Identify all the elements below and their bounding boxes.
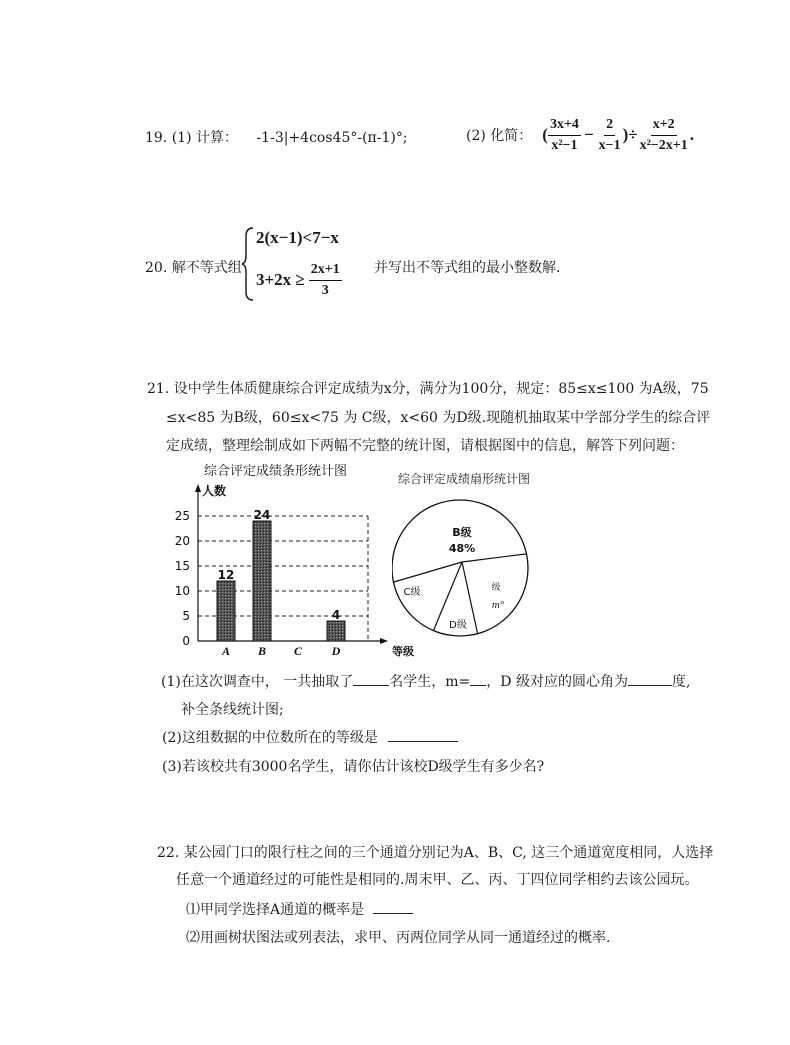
q21-sub1-line2: 补全条线统计图;	[181, 702, 284, 718]
bar-A	[217, 581, 235, 641]
q19-line	[145, 127, 408, 147]
x-tick-label-C: C	[293, 644, 303, 658]
y-tick-label-0: 0	[182, 634, 190, 648]
q22-line1: 22. 某公园门口的限行柱之间的三个通道分别记为A、B、C, 这三个通道宽度相同，人选择	[157, 845, 714, 861]
q21-sub1-a: (1)在这次调查中， 一共抽取了	[161, 674, 354, 690]
q22-line2: 任意一个通道经过的可能性是相同的.周末甲、乙、丙、丁四位同学相约去该公园玩。	[176, 872, 699, 888]
x-axis-label: 等级	[392, 645, 414, 658]
q19-fraction-3	[638, 116, 690, 155]
m-blank[interactable]	[470, 671, 486, 686]
data-label-A: 12	[217, 568, 235, 582]
q22-sub1-text: ⑴甲同学选择A通道的概率是	[186, 902, 365, 918]
probability-blank[interactable]	[373, 899, 413, 914]
y-tick-label-15: 15	[174, 559, 190, 573]
q20-denominator: 3	[321, 282, 329, 298]
q21-line1: 21. 设中学生体质健康综合评定成绩为x分，满分为100分，规定：85≤x≤100 为A级，75	[147, 381, 709, 397]
q19-part2-label: (2) 化简：	[466, 128, 533, 144]
q20-label: 解不等式组	[171, 260, 242, 276]
slice-label-B: B级	[452, 526, 472, 539]
q21-sub1-d: 度,	[671, 674, 691, 690]
x-tick-label-D: D	[331, 644, 341, 658]
y-tick-label-20: 20	[174, 534, 190, 548]
q21-sub1-b: 名学生，m=	[389, 674, 471, 690]
y-tick-label-10: 10	[174, 584, 190, 598]
q20-ineq2-left: 3+2x ≥	[256, 270, 305, 289]
pie-chart-title: 综合评定成绩扇形统计图	[398, 472, 531, 486]
q21-sub1	[161, 671, 690, 691]
q20-numerator: 2x+1	[309, 261, 342, 281]
q21-sub2	[162, 727, 458, 747]
slice-label-A: 级	[491, 583, 501, 593]
median-blank[interactable]	[388, 727, 458, 742]
x-tick-label-A: A	[221, 644, 231, 658]
q21-sub2-text: (2)这组数据的中位数所在的等级是	[162, 730, 378, 746]
bar-D	[327, 621, 345, 641]
y-tick-label-5: 5	[182, 609, 190, 623]
slice-label-D: D级	[449, 620, 467, 631]
q21-sub3: (3)若该校共有3000名学生，请你估计该校D级学生有多少名?	[162, 759, 545, 775]
q22-sub1	[186, 899, 413, 919]
q19-part2	[466, 113, 694, 157]
data-label-B: 24	[253, 508, 271, 522]
q19-end: .	[689, 125, 695, 144]
pie-chart	[392, 490, 532, 650]
q20-number: 20.	[145, 260, 168, 276]
q20-ineq2	[256, 258, 342, 302]
q19-number: 19.	[145, 130, 168, 146]
q22-sub2: ⑵用画树状图法或列表法，求甲、丙两位同学从同一通道经过的概率.	[186, 930, 611, 946]
data-label-D: 4	[331, 608, 341, 622]
y-axis-label: 人数	[202, 484, 227, 498]
x-tick-label-B: B	[257, 644, 267, 658]
x-axis-arrow	[380, 638, 388, 644]
q21-line3: 定成绩，整理绘制成如下两幅不完整的统计图，请根据图中的信息，解答下列问题：	[166, 438, 684, 454]
q19-f3-denominator: x²−2x+1	[639, 137, 688, 153]
q19-fraction-2	[597, 116, 623, 155]
slice-value-B: 48%	[448, 542, 476, 555]
q19-f1-numerator: 3x+4	[548, 116, 581, 136]
q19-f2-denominator: x−1	[598, 137, 621, 153]
q19-f3-numerator: x+2	[651, 116, 677, 136]
angle-blank[interactable]	[628, 671, 672, 686]
q20-brace	[240, 226, 256, 302]
bar-chart	[168, 478, 418, 660]
q19-f2-numerator: 2	[604, 116, 615, 136]
q20-ineq1: 2(x−1)<7−x	[256, 228, 339, 247]
q21-line2: ≤x<85 为B级，60≤x<75 为 C级，x<60 为D级.现随机抽取某中学部分学生的综合评	[166, 410, 711, 426]
slice-label-C: C级	[403, 587, 421, 598]
q19-part1-expr: -1-3|+4cos45°-(π-1)°;	[256, 130, 408, 146]
q19-close-div: )÷	[622, 125, 638, 144]
y-tick-label-25: 25	[174, 509, 190, 523]
q20-suffix: 并写出不等式组的最小整数解.	[374, 260, 561, 276]
q19-f1-denominator: x²−1	[551, 137, 578, 153]
q20-label-line	[145, 257, 242, 277]
slice-value-A: m°	[491, 599, 505, 611]
q19-fraction-1	[548, 116, 581, 155]
y-axis-arrow	[195, 484, 201, 492]
q19-part1-label: (1) 计算：	[171, 130, 238, 146]
q19-minus: −	[583, 125, 594, 144]
q21-sub1-c: ，D 级对应的圆心角为	[486, 674, 628, 690]
students-blank[interactable]	[353, 671, 389, 686]
bar-B	[253, 521, 271, 641]
q19-open-paren: (	[542, 125, 548, 144]
bar-chart-title: 综合评定成绩条形统计图	[204, 464, 348, 479]
q20-fraction	[309, 261, 342, 300]
